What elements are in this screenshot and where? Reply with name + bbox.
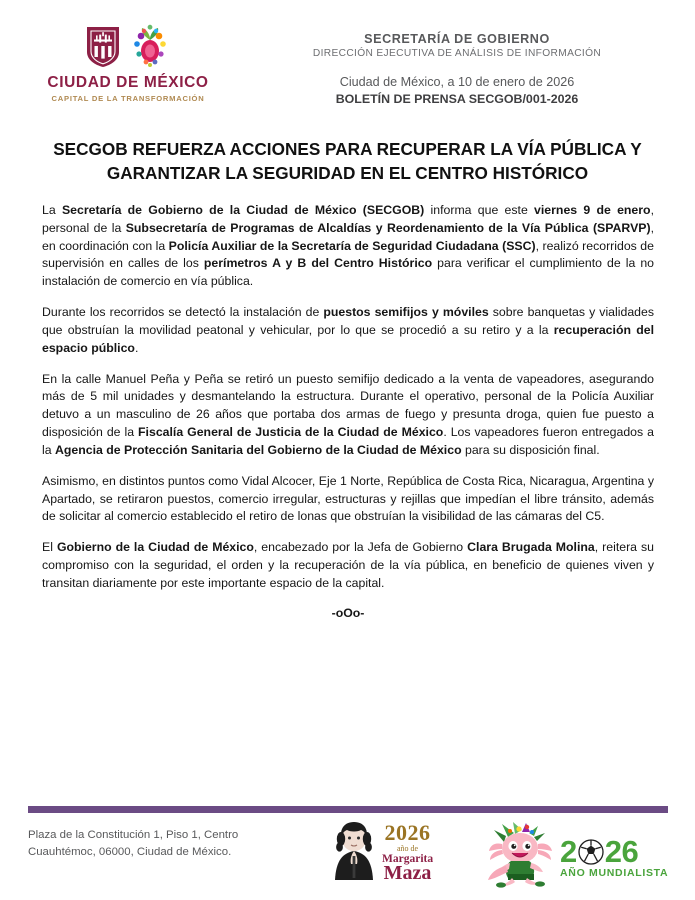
emphasis-text: Fiscalía General de Justicia de la Ciudad de México xyxy=(138,425,444,440)
mundialista-year-right: 26 xyxy=(604,834,639,870)
maza-last-name: Maza xyxy=(383,862,432,885)
maza-year: 2026 xyxy=(384,819,431,845)
emphasis-text: Policía Auxiliar de la Secretaría de Seguridad Ciudadana (SSC) xyxy=(168,238,536,253)
paragraph-p4 xyxy=(42,473,654,526)
mundialista-year xyxy=(560,834,668,870)
margarita-maza-text xyxy=(382,819,434,885)
body-text: Durante los recorridos se detectó la instalación de xyxy=(42,305,324,320)
body-text: . xyxy=(134,340,139,355)
emphasis-text: puestos semifijos y móviles xyxy=(323,305,489,320)
document-header xyxy=(0,0,695,125)
margarita-maza-logo xyxy=(330,818,433,887)
paragraph-p5 xyxy=(42,539,654,592)
footer-address-line-2: Cuauhtémoc, 06000, Ciudad de México. xyxy=(28,845,232,858)
footer-divider xyxy=(28,806,668,813)
mundialista-mascot-icon xyxy=(486,822,558,893)
margarita-maza-portrait-icon xyxy=(330,818,378,887)
footer-address-line-1: Plaza de la Constitución 1, Piso 1, Centro xyxy=(28,829,239,841)
body-text: informa que este xyxy=(424,203,535,217)
cdmx-shield-icon xyxy=(86,26,120,68)
end-mark: -oOo- xyxy=(331,605,365,620)
header-secretariat: SECRETARÍA DE GOBIERNO xyxy=(364,32,550,46)
soccer-ball-icon xyxy=(577,839,605,865)
document-footer xyxy=(0,816,695,900)
emphasis-text: Secretaría de Gobierno de la Ciudad de México (SECGOB) xyxy=(61,203,425,217)
maza-ano-de: año de xyxy=(396,843,419,853)
body-text: para su disposición final. xyxy=(461,442,600,457)
maza-first-name: Margarita xyxy=(382,852,434,865)
emphasis-text: viernes 9 de enero xyxy=(534,203,651,217)
mundialista-caption: AÑO MUNDIALISTA xyxy=(560,867,669,880)
emphasis-text: Clara Brugada Molina xyxy=(467,540,595,555)
brand-title: CIUDAD DE MÉXICO xyxy=(47,74,209,91)
body-text: , personal de la xyxy=(42,203,654,235)
page-title xyxy=(42,137,653,186)
body-text: , en coordinación con la xyxy=(42,220,654,253)
emphasis-text: Subsecretaría de Programas de Alcaldías y Reordenamiento de la Vía Pública (SPARVP) xyxy=(125,220,651,235)
brand-emblems xyxy=(28,22,228,68)
emphasis-text: recuperación del espacio público xyxy=(42,322,654,355)
paragraph-container xyxy=(42,202,654,593)
cdmx-brand-logo xyxy=(28,22,228,103)
paragraph-p3 xyxy=(42,371,654,460)
emphasis-text: Gobierno de la Ciudad de México xyxy=(56,540,254,555)
brand-subtitle: CAPITAL DE LA TRANSFORMACIÓN xyxy=(51,94,205,103)
body-text: sobre banquetas y vialidades que obstruían la movilidad peatonal y vehicular, por lo que se procedió a su retiro y a la xyxy=(42,305,654,337)
body-text: , encabezado por la Jefa de Gobierno xyxy=(253,540,468,555)
mundialista-year-left: 2 xyxy=(560,834,577,870)
paragraph-p1 xyxy=(42,202,654,291)
footer-address xyxy=(28,827,308,860)
press-release-body xyxy=(42,202,654,620)
body-text: En la calle Manuel Peña y Peña se retiró un puesto semifijo dedicado a la venta de vapeadores, asegurando más de 5 mil unidades y desmantelando la estructura. Durante el operativo, personal de la Policía Auxiliar detuvo a un masculino de 26 años que portaba dos armas de fuego y presunta droga, quien fue puesto a disposición de la xyxy=(42,371,654,440)
cdmx-emblem-icon xyxy=(130,24,170,68)
body-text: , realizó recorridos de supervisión en calles de los xyxy=(42,238,654,271)
emphasis-text: Agencia de Protección Sanitaria del Gobierno de la Ciudad de México xyxy=(55,442,462,457)
header-bulletin-number: BOLETÍN DE PRENSA SECGOB/001-2026 xyxy=(335,92,579,106)
body-text: El xyxy=(42,540,57,555)
mundialista-text xyxy=(560,836,668,879)
paragraph-p2 xyxy=(42,304,654,357)
page-title-line-1: SECGOB REFUERZA ACCIONES PARA RECUPERAR LA VÍA PÚBLICA Y xyxy=(53,139,642,159)
ano-mundialista-logo xyxy=(486,822,668,893)
body-text: Asimismo, en distintos puntos como Vidal Alcocer, Eje 1 Norte, República de Costa Rica, Nicaragua, Argentina y Apartado, se retiraron puestos, comercio irregular, estructuras y rejillas que impedían el libre tránsito, además de solicitar al comercio establecido el retiro de lonas que obstruían la visibilidad de las cámaras del C5. xyxy=(42,473,654,524)
header-direction: DIRECCIÓN EJECUTIVA DE ANÁLISIS DE INFORMACIÓN xyxy=(312,48,602,59)
body-text: , reitera su compromiso con la seguridad, el orden y la recuperación de la vía pública, en beneficio de quienes viven y transitan diariamente por este importante espacio de la capital. xyxy=(42,540,654,590)
header-meta-block xyxy=(247,32,667,106)
body-text: La xyxy=(42,203,62,217)
body-text: para verificar el cumplimiento de la no instalación de comercio en vía pública. xyxy=(42,256,654,289)
page-title-line-2: GARANTIZAR LA SEGURIDAD EN EL CENTRO HISTÓRICO xyxy=(106,163,589,184)
emphasis-text: perímetros A y B del Centro Histórico xyxy=(203,256,433,271)
body-text: . Los vapeadores fueron entregados a la xyxy=(42,425,654,457)
header-place-date: Ciudad de México, a 10 de enero de 2026 xyxy=(339,75,575,89)
